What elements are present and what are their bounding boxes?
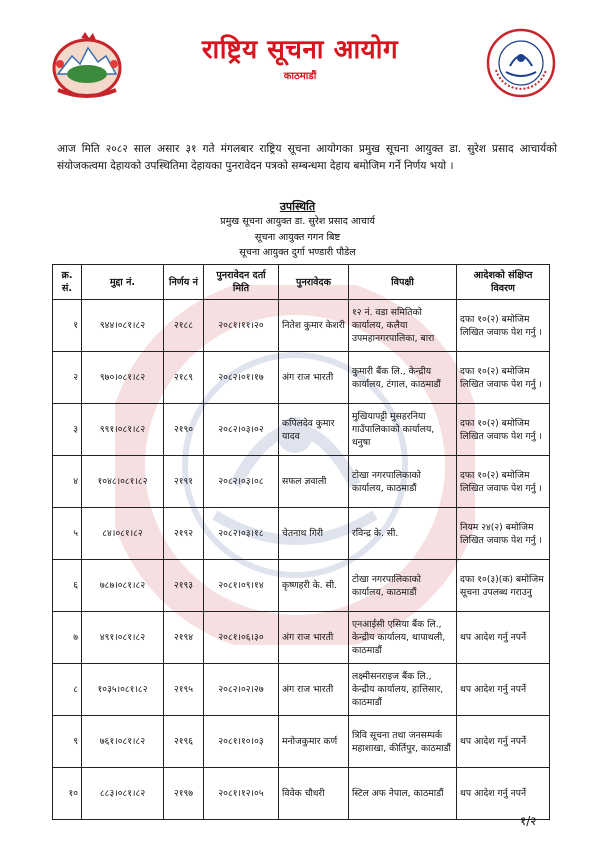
- cell-appeal-date: २०८१।०६।३०: [204, 612, 279, 664]
- table-row: [53, 300, 550, 352]
- table-header-row: [53, 265, 550, 300]
- table-row: [53, 404, 550, 456]
- table-row: [53, 508, 550, 560]
- cell-respondent: टोखा नगरपालिकाको कार्यालय, काठमाडौं: [349, 456, 457, 508]
- table-row: [53, 768, 550, 820]
- cell-order-summary: थप आदेश गर्नु नपर्ने: [457, 612, 550, 664]
- intro-paragraph: आज मिति २०८२ साल असार ३१ गते मंगलबार राष्ट्रिय सूचना आयोगका प्रमुख सूचना आयुक्त डा. सुरेश प्रसाद आचार्यको संयोजकत्वमा देहायको उपस्थितिमा देहायका पुनरावेदन पत्रको सम्बन्धमा देहाय बमोजिम गर्ने निर्णय भयो ।: [57, 143, 557, 172]
- cell-appeal-date: २०८१।१०।०३: [204, 716, 279, 768]
- cell-serial: ९: [53, 716, 82, 768]
- cell-order-summary: दफा १०(२) बमोजिम लिखित जवाफ पेश गर्नु ।: [457, 404, 550, 456]
- cell-serial: १०: [53, 768, 82, 820]
- attendance-member: प्रमुख सूचना आयुक्त डा. सुरेश प्रसाद आचार्य: [220, 216, 375, 227]
- cell-respondent: १२ नं. वडा समितिको कार्यालय, कलैया उपमहानगरपालिका, बारा: [349, 300, 457, 352]
- cell-appeal-date: २०८१।०९।१४: [204, 560, 279, 612]
- cell-order-summary: दफा १०(२) बमोजिम लिखित जवाफ पेश गर्नु ।: [457, 352, 550, 404]
- cell-appellant: नितेश कुमार केशरी: [279, 300, 349, 352]
- cell-order-summary: नियम २४(२) बमोजिम लिखित जवाफ पेश गर्नु ।: [457, 508, 550, 560]
- cell-appellant: विवेक चौधरी: [279, 768, 349, 820]
- cell-decision-no: २१९०: [164, 404, 204, 456]
- cell-decision-no: २१८९: [164, 352, 204, 404]
- cell-respondent: लक्ष्मीसनराइज बैंक लि., केन्द्रीय कार्यालय, हात्तिसार, काठमाडौं: [349, 664, 457, 716]
- table-row: [53, 664, 550, 716]
- cell-serial: ५: [53, 508, 82, 560]
- cell-serial: १: [53, 300, 82, 352]
- cell-serial: ७: [53, 612, 82, 664]
- cell-respondent: स्टिल अफ नेपाल, काठमाडौं: [349, 768, 457, 820]
- table-row: [53, 352, 550, 404]
- attendance-list: [0, 214, 595, 261]
- cell-serial: ३: [53, 404, 82, 456]
- header-decision-no: निर्णय नं: [164, 265, 204, 300]
- header-respondent: विपक्षी: [349, 265, 457, 300]
- cell-order-summary: थप आदेश गर्नु नपर्ने: [457, 664, 550, 716]
- cell-appellant: कृष्णहरी के. सी.: [279, 560, 349, 612]
- cell-case-no: १०३५।०८१।८२: [82, 664, 164, 716]
- table-row: [53, 612, 550, 664]
- cell-appeal-date: २०८२।०३।१८: [204, 508, 279, 560]
- cell-decision-no: २१८८: [164, 300, 204, 352]
- cell-order-summary: दफा १०(२) बमोजिम लिखित जवाफ पेश गर्नु ।: [457, 456, 550, 508]
- cell-appellant: मनोजकुमार कर्ण: [279, 716, 349, 768]
- cell-appellant: कपिलदेव कुमार यादव: [279, 404, 349, 456]
- header-serial: क्र. सं.: [53, 265, 82, 300]
- cell-respondent: एनआईसी एसिया बैंक लि., केन्द्रीय कार्यालय, थापाथली, काठमाडौं: [349, 612, 457, 664]
- cell-order-summary: थप आदेश गर्नु नपर्ने: [457, 768, 550, 820]
- cell-case-no: ८४।०८१।८२: [82, 508, 164, 560]
- cell-serial: ६: [53, 560, 82, 612]
- cell-respondent: टोखा नगरपालिकाको कार्यालय, काठमाडौं: [349, 560, 457, 612]
- cell-respondent: मुखियापट्टी मुसहरनिया गाउँपालिकाको कार्यालय, धनुषा: [349, 404, 457, 456]
- cell-appellant: अंग राज भारती: [279, 612, 349, 664]
- attendance-member: सूचना आयुक्त दुर्गा भण्डारी पौडेल: [239, 247, 356, 258]
- cell-order-summary: थप आदेश गर्नु नपर्ने: [457, 716, 550, 768]
- cell-serial: ८: [53, 664, 82, 716]
- cell-respondent: रविन्द्र के. सी.: [349, 508, 457, 560]
- cell-appellant: अंग राज भारती: [279, 664, 349, 716]
- cell-decision-no: २१९४: [164, 612, 204, 664]
- cell-case-no: ८८३।०८१।८२: [82, 768, 164, 820]
- cell-case-no: १०४८।०८१।८२: [82, 456, 164, 508]
- cell-decision-no: २१९५: [164, 664, 204, 716]
- attendance-member: सूचना आयुक्त गगन बिष्ट: [254, 231, 341, 243]
- header-appeal-date: पुनरावेदन दर्ता मिति: [204, 265, 279, 300]
- cell-case-no: ७६१।०८१।८२: [82, 716, 164, 768]
- cell-order-summary: दफा १०(२) बमोजिम लिखित जवाफ पेश गर्नु ।: [457, 300, 550, 352]
- org-title: राष्ट्रिय सूचना आयोग: [201, 35, 399, 65]
- header-appellant: पुनरावेदक: [279, 265, 349, 300]
- header-case-no: मुद्दा नं.: [82, 265, 164, 300]
- table-row: [53, 456, 550, 508]
- cell-appeal-date: २०८२।०३।०२: [204, 404, 279, 456]
- cell-appeal-date: २०८२।०३।०८: [204, 456, 279, 508]
- header-order-summary: आदेशको संक्षिप्त विवरण: [457, 265, 550, 300]
- letterhead: [0, 0, 595, 110]
- cell-appellant: सफल ज्ञवाली: [279, 456, 349, 508]
- cell-case-no: ९९१।०८१।८२: [82, 404, 164, 456]
- cell-order-summary: दफा १०(३)(क) बमोजिम सूचना उपलब्ध गराउनु: [457, 560, 550, 612]
- cell-case-no: ९७०।०८१।८२: [82, 352, 164, 404]
- cell-appeal-date: २०८२।०२।२७: [204, 664, 279, 716]
- cell-case-no: ७८७।०८१।८२: [82, 560, 164, 612]
- cell-appellant: अंग राज भारती: [279, 352, 349, 404]
- cell-decision-no: २१९१: [164, 456, 204, 508]
- nepal-emblem-icon: [50, 30, 124, 100]
- decisions-table: [52, 264, 550, 820]
- cell-decision-no: २१९२: [164, 508, 204, 560]
- cell-serial: ४: [53, 456, 82, 508]
- commission-seal-icon: [486, 28, 556, 98]
- cell-case-no: ९४४।०८१।८२: [82, 300, 164, 352]
- org-city: काठमाडौं: [283, 71, 317, 82]
- cell-decision-no: २१९३: [164, 560, 204, 612]
- cell-respondent: कुमारी बैंक लि., केन्द्रीय कार्यालय, टंगाल, काठमाडौं: [349, 352, 457, 404]
- cell-appeal-date: २०८२।०१।१७: [204, 352, 279, 404]
- cell-appeal-date: २०८१।११।२०: [204, 300, 279, 352]
- table-row: [53, 560, 550, 612]
- attendance-title: उपस्थिति: [279, 200, 316, 213]
- cell-decision-no: २१९७: [164, 768, 204, 820]
- page-number: १/२: [520, 814, 537, 828]
- cell-decision-no: २१९६: [164, 716, 204, 768]
- cell-case-no: ४९१।०८१।८२: [82, 612, 164, 664]
- cell-respondent: त्रिवि सूचना तथा जनसम्पर्क महाशाखा, कीर्तिपुर, काठमाडौं: [349, 716, 457, 768]
- cell-appellant: चेतनाथ गिरी: [279, 508, 349, 560]
- cell-serial: २: [53, 352, 82, 404]
- cell-appeal-date: २०८१।१२।०५: [204, 768, 279, 820]
- table-row: [53, 716, 550, 768]
